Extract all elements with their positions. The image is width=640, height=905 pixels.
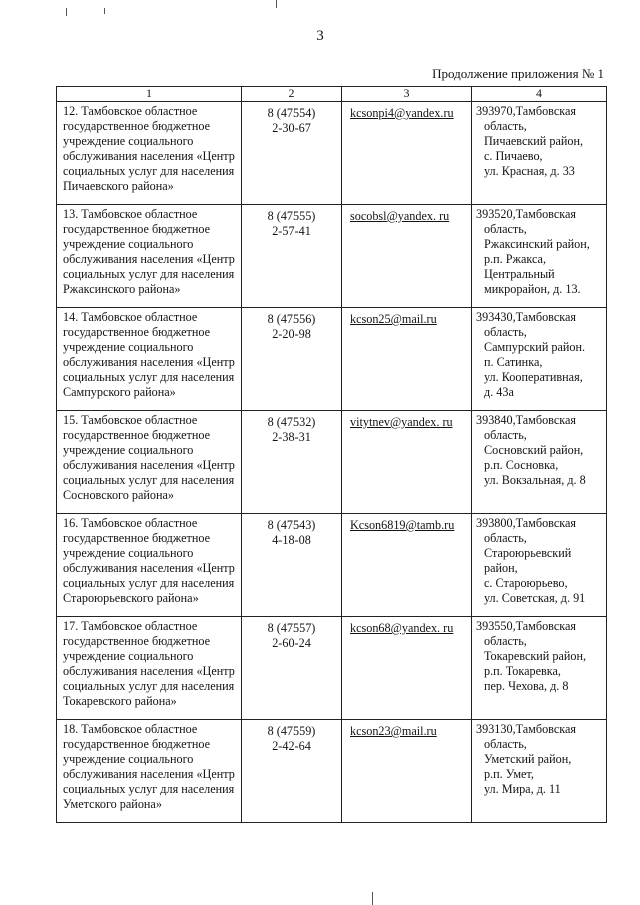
page-number: 3 (316, 28, 324, 44)
institution-name: 17. Тамбовское областное государственное бюджетное учреждение социального обслуживания населения «Центр социальных услуг для населения Токаревского района» (57, 617, 242, 720)
phone-number: 2-38-31 (272, 430, 311, 444)
email-cell (342, 308, 472, 411)
institution-name: 13. Тамбовское областное государственное бюджетное учреждение социального обслуживания населения «Центр социальных услуг для населения Ржаксинского района» (57, 205, 242, 308)
phone-area-code: 8 (47532) (267, 415, 316, 429)
table-row (57, 102, 607, 205)
table-row (57, 411, 607, 514)
table-row (57, 514, 607, 617)
phone-cell (242, 514, 342, 617)
address-line: Токаревский район, (484, 649, 587, 663)
email-link[interactable]: Kcson6819@tamb.ru (350, 518, 455, 532)
scan-mark-top-right (276, 0, 277, 8)
email-cell (342, 617, 472, 720)
address-line: с. Пичаево, (484, 149, 543, 163)
address-line: с. Староюрьево, (484, 576, 568, 590)
address-line: 393840,Тамбовская (476, 413, 577, 427)
institutions-rows (57, 102, 607, 823)
address-line: ул. Кооперативная, (484, 370, 583, 384)
address-line: 393970,Тамбовская (476, 104, 577, 118)
phone-number: 2-20-98 (272, 327, 311, 341)
address-line: 393550,Тамбовская (476, 619, 577, 633)
address-line: Пичаевский район, (484, 134, 584, 148)
institution-name: 14. Тамбовское областное государственное бюджетное учреждение социального обслуживания населения «Центр социальных услуг для населения Сампурского района» (57, 308, 242, 411)
address-line: микрорайон, д. 13. (484, 282, 581, 296)
address-line: пер. Чехова, д. 8 (484, 679, 569, 693)
address-cell (472, 514, 607, 617)
email-link[interactable]: kcson23@mail.ru (350, 724, 437, 738)
address-line: 393430,Тамбовская (476, 310, 577, 324)
address-line: область, (484, 119, 527, 133)
address-line: Уметский район, (484, 752, 572, 766)
column-number-1: 1 (57, 87, 242, 102)
column-number-2: 2 (242, 87, 342, 102)
address-line: Ржаксинский район, (484, 237, 590, 251)
address-line: р.п. Сосновка, (484, 458, 559, 472)
scan-mark-top-left (66, 8, 67, 16)
address-cell (472, 102, 607, 205)
phone-number: 2-57-41 (272, 224, 311, 238)
address-line: п. Сатинка, (484, 355, 543, 369)
phone-area-code: 8 (47556) (267, 312, 316, 326)
phone-area-code: 8 (47555) (267, 209, 316, 223)
address-cell (472, 205, 607, 308)
email-cell (342, 205, 472, 308)
institution-name: 18. Тамбовское областное государственное бюджетное учреждение социального обслуживания населения «Центр социальных услуг для населения Уметского района» (57, 720, 242, 823)
email-cell (342, 514, 472, 617)
address-cell (472, 617, 607, 720)
email-cell (342, 720, 472, 823)
column-number-row (57, 87, 607, 102)
column-number-4: 4 (472, 87, 607, 102)
address-line: ул. Советская, д. 91 (484, 591, 586, 605)
address-line: Сосновский район, (484, 443, 584, 457)
address-line: 393130,Тамбовская (476, 722, 577, 736)
phone-area-code: 8 (47559) (267, 724, 316, 738)
phone-cell (242, 617, 342, 720)
phone-area-code: 8 (47554) (267, 106, 316, 120)
email-cell (342, 411, 472, 514)
table-row (57, 617, 607, 720)
address-line: д. 43а (484, 385, 514, 399)
phone-number: 2-30-67 (272, 121, 311, 135)
address-line: р.п. Умет, (484, 767, 534, 781)
phone-area-code: 8 (47557) (267, 621, 316, 635)
email-link[interactable]: kcsonpi4@yandex.ru (350, 106, 454, 120)
phone-cell (242, 102, 342, 205)
phone-cell (242, 308, 342, 411)
phone-area-code: 8 (47543) (267, 518, 316, 532)
column-number-3: 3 (342, 87, 472, 102)
address-line: р.п. Токаревка, (484, 664, 561, 678)
address-line: область, (484, 325, 527, 339)
email-cell (342, 102, 472, 205)
address-cell (472, 720, 607, 823)
address-line: р.п. Ржакса, (484, 252, 546, 266)
address-line: 393520,Тамбовская (476, 207, 577, 221)
email-link[interactable]: socobsl@yandex. ru (350, 209, 450, 223)
address-line: район, (484, 561, 518, 575)
email-link[interactable]: kcson68@yandex. ru (350, 621, 454, 635)
table-row (57, 205, 607, 308)
address-line: Сампурский район. (484, 340, 586, 354)
table-row (57, 308, 607, 411)
scan-mark-bottom (372, 892, 373, 905)
scan-mark-top-mid (104, 8, 105, 14)
institution-name: 16. Тамбовское областное государственное бюджетное учреждение социального обслуживания населения «Центр социальных услуг для населения Староюрьевского района» (57, 514, 242, 617)
address-line: ул. Мира, д. 11 (484, 782, 561, 796)
address-line: 393800,Тамбовская (476, 516, 577, 530)
phone-number: 4-18-08 (272, 533, 311, 547)
address-line: Центральный (484, 267, 555, 281)
address-line: область, (484, 222, 527, 236)
address-cell (472, 308, 607, 411)
institution-name: 12. Тамбовское областное государственное бюджетное учреждение социального обслуживания населения «Центр социальных услуг для населения Пичаевского района» (57, 102, 242, 205)
address-line: область, (484, 428, 527, 442)
appendix-continuation-label: Продолжение приложения № 1 (432, 66, 604, 81)
address-line: область, (484, 737, 527, 751)
address-cell (472, 411, 607, 514)
address-line: область, (484, 634, 527, 648)
address-line: ул. Вокзальная, д. 8 (484, 473, 586, 487)
institutions-table (56, 86, 607, 823)
phone-number: 2-42-64 (272, 739, 311, 753)
address-line: ул. Красная, д. 33 (484, 164, 575, 178)
phone-cell (242, 411, 342, 514)
phone-cell (242, 720, 342, 823)
address-line: Староюрьевский (484, 546, 572, 560)
email-link[interactable]: kcson25@mail.ru (350, 312, 437, 326)
institution-name: 15. Тамбовское областное государственное бюджетное учреждение социального обслуживания населения «Центр социальных услуг для населения Сосновского района» (57, 411, 242, 514)
phone-cell (242, 205, 342, 308)
table-row (57, 720, 607, 823)
email-link[interactable]: vitytnev@yandex. ru (350, 415, 453, 429)
phone-number: 2-60-24 (272, 636, 311, 650)
address-line: область, (484, 531, 527, 545)
